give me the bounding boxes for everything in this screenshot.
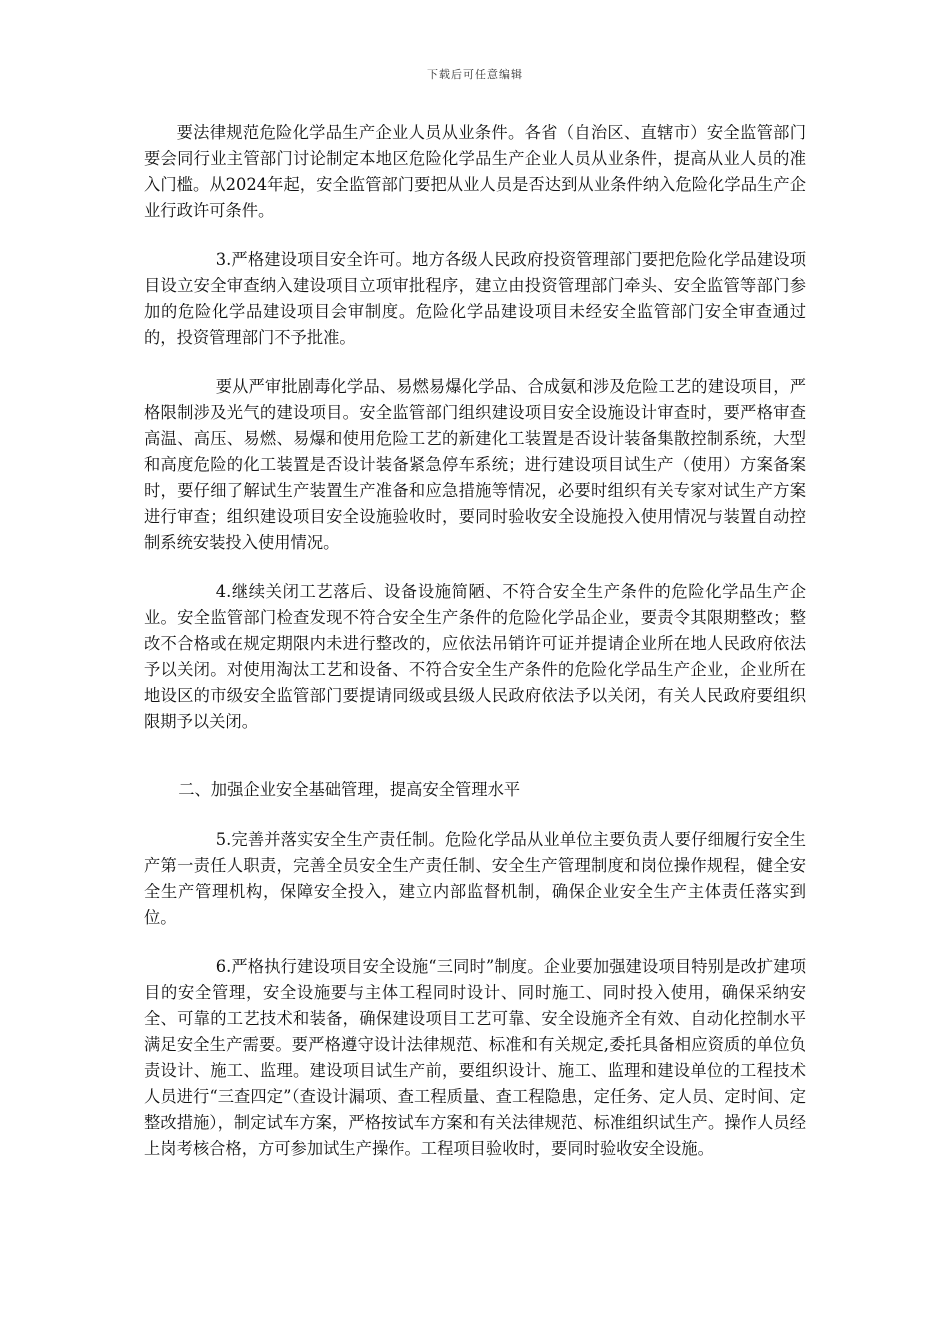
section-heading-2: 二、加强企业安全基础管理，提高安全管理水平: [178, 780, 521, 799]
page-header: 下载后可任意编辑: [427, 68, 523, 81]
paragraph-strict-approval: 要从严审批剧毒化学品、易燃易爆化学品、合成氨和涉及危险工艺的建设项目，严格限制涉及光气的建设项目。安全监管部门组织建设项目安全设施设计审查时，要严格审查高温、高压、易燃、易爆和使用危险工艺的新建化工装置是否设计装备集散控制系统，大型和高度危险的化工装置是否设计装备紧急停车系统；进行建设项目试生产（使用）方案备案时，要仔细了解试生产装置生产准备和应急措施等情况，必要时组织有关专家对试生产方案进行审查；组织建设项目安全设施验收时，要同时验收安全设施投入使用情况与装置自动控制系统安装投入使用情况。: [144, 377, 806, 552]
paragraph-employment-conditions: 要法律规范危险化学品生产企业人员从业条件。各省（自治区、直辖市）安全监管部门要会同行业主管部门讨论制定本地区危险化学品生产企业人员从业条件，提高从业人员的准入门槛。从2024年起，安全监管部门要把从业人员是否达到从业条件纳入危险化学品生产企业行政许可条件。: [144, 123, 806, 220]
document-body: [144, 120, 806, 1185]
paragraph-3-project-permit: 3.严格建设项目安全许可。地方各级人民政府投资管理部门要把危险化学品建设项目设立安全审查纳入建设项目立项审批程序，建立由投资管理部门牵头、安全监管等部门参加的危险化学品建设项目会审制度。危险化学品建设项目未经安全监管部门安全审查通过的，投资管理部门不予批准。: [144, 250, 806, 347]
paragraph-6-three-simultaneous: 6.严格执行建设项目安全设施“三同时”制度。企业要加强建设项目特别是改扩建项目的安全管理，安全设施要与主体工程同时设计、同时施工、同时投入使用，确保采纳安全、可靠的工艺技术和装备，确保建设项目工艺可靠、安全设施齐全有效、自动化控制水平满足安全生产需要。要严格遵守设计法律规范、标准和有关规定,委托具备相应资质的单位负责设计、施工、监理。建设项目试生产前，要组织设计、施工、监理和建设单位的工程技术人员进行“三查四定”（查设计漏项、查工程质量、查工程隐患，定任务、定人员、定时间、定整改措施），制定试车方案，严格按试车方案和有关法律规范、标准组织试生产。操作人员经上岗考核合格，方可参加试生产操作。工程项目验收时，要同时验收安全设施。: [144, 957, 806, 1158]
paragraph-5-responsibility: 5.完善并落实安全生产责任制。危险化学品从业单位主要负责人要仔细履行安全生产第一责任人职责，完善全员安全生产责任制、安全生产管理制度和岗位操作规程，健全安全生产管理机构，保障安全投入，建立内部监督机制，确保企业安全生产主体责任落实到位。: [144, 830, 806, 927]
paragraph-4-close-enterprises: 4.继续关闭工艺落后、设备设施简陋、不符合安全生产条件的危险化学品生产企业。安全监管部门检查发现不符合安全生产条件的危险化学品企业，要责令其限期整改；整改不合格或在规定期限内未进行整改的，应依法吊销许可证并提请企业所在地人民政府依法予以关闭。对使用淘汰工艺和设备、不符合安全生产条件的危险化学品生产企业，企业所在地设区的市级安全监管部门要提请同级或县级人民政府依法予以关闭，有关人民政府要组织限期予以关闭。: [144, 582, 806, 731]
